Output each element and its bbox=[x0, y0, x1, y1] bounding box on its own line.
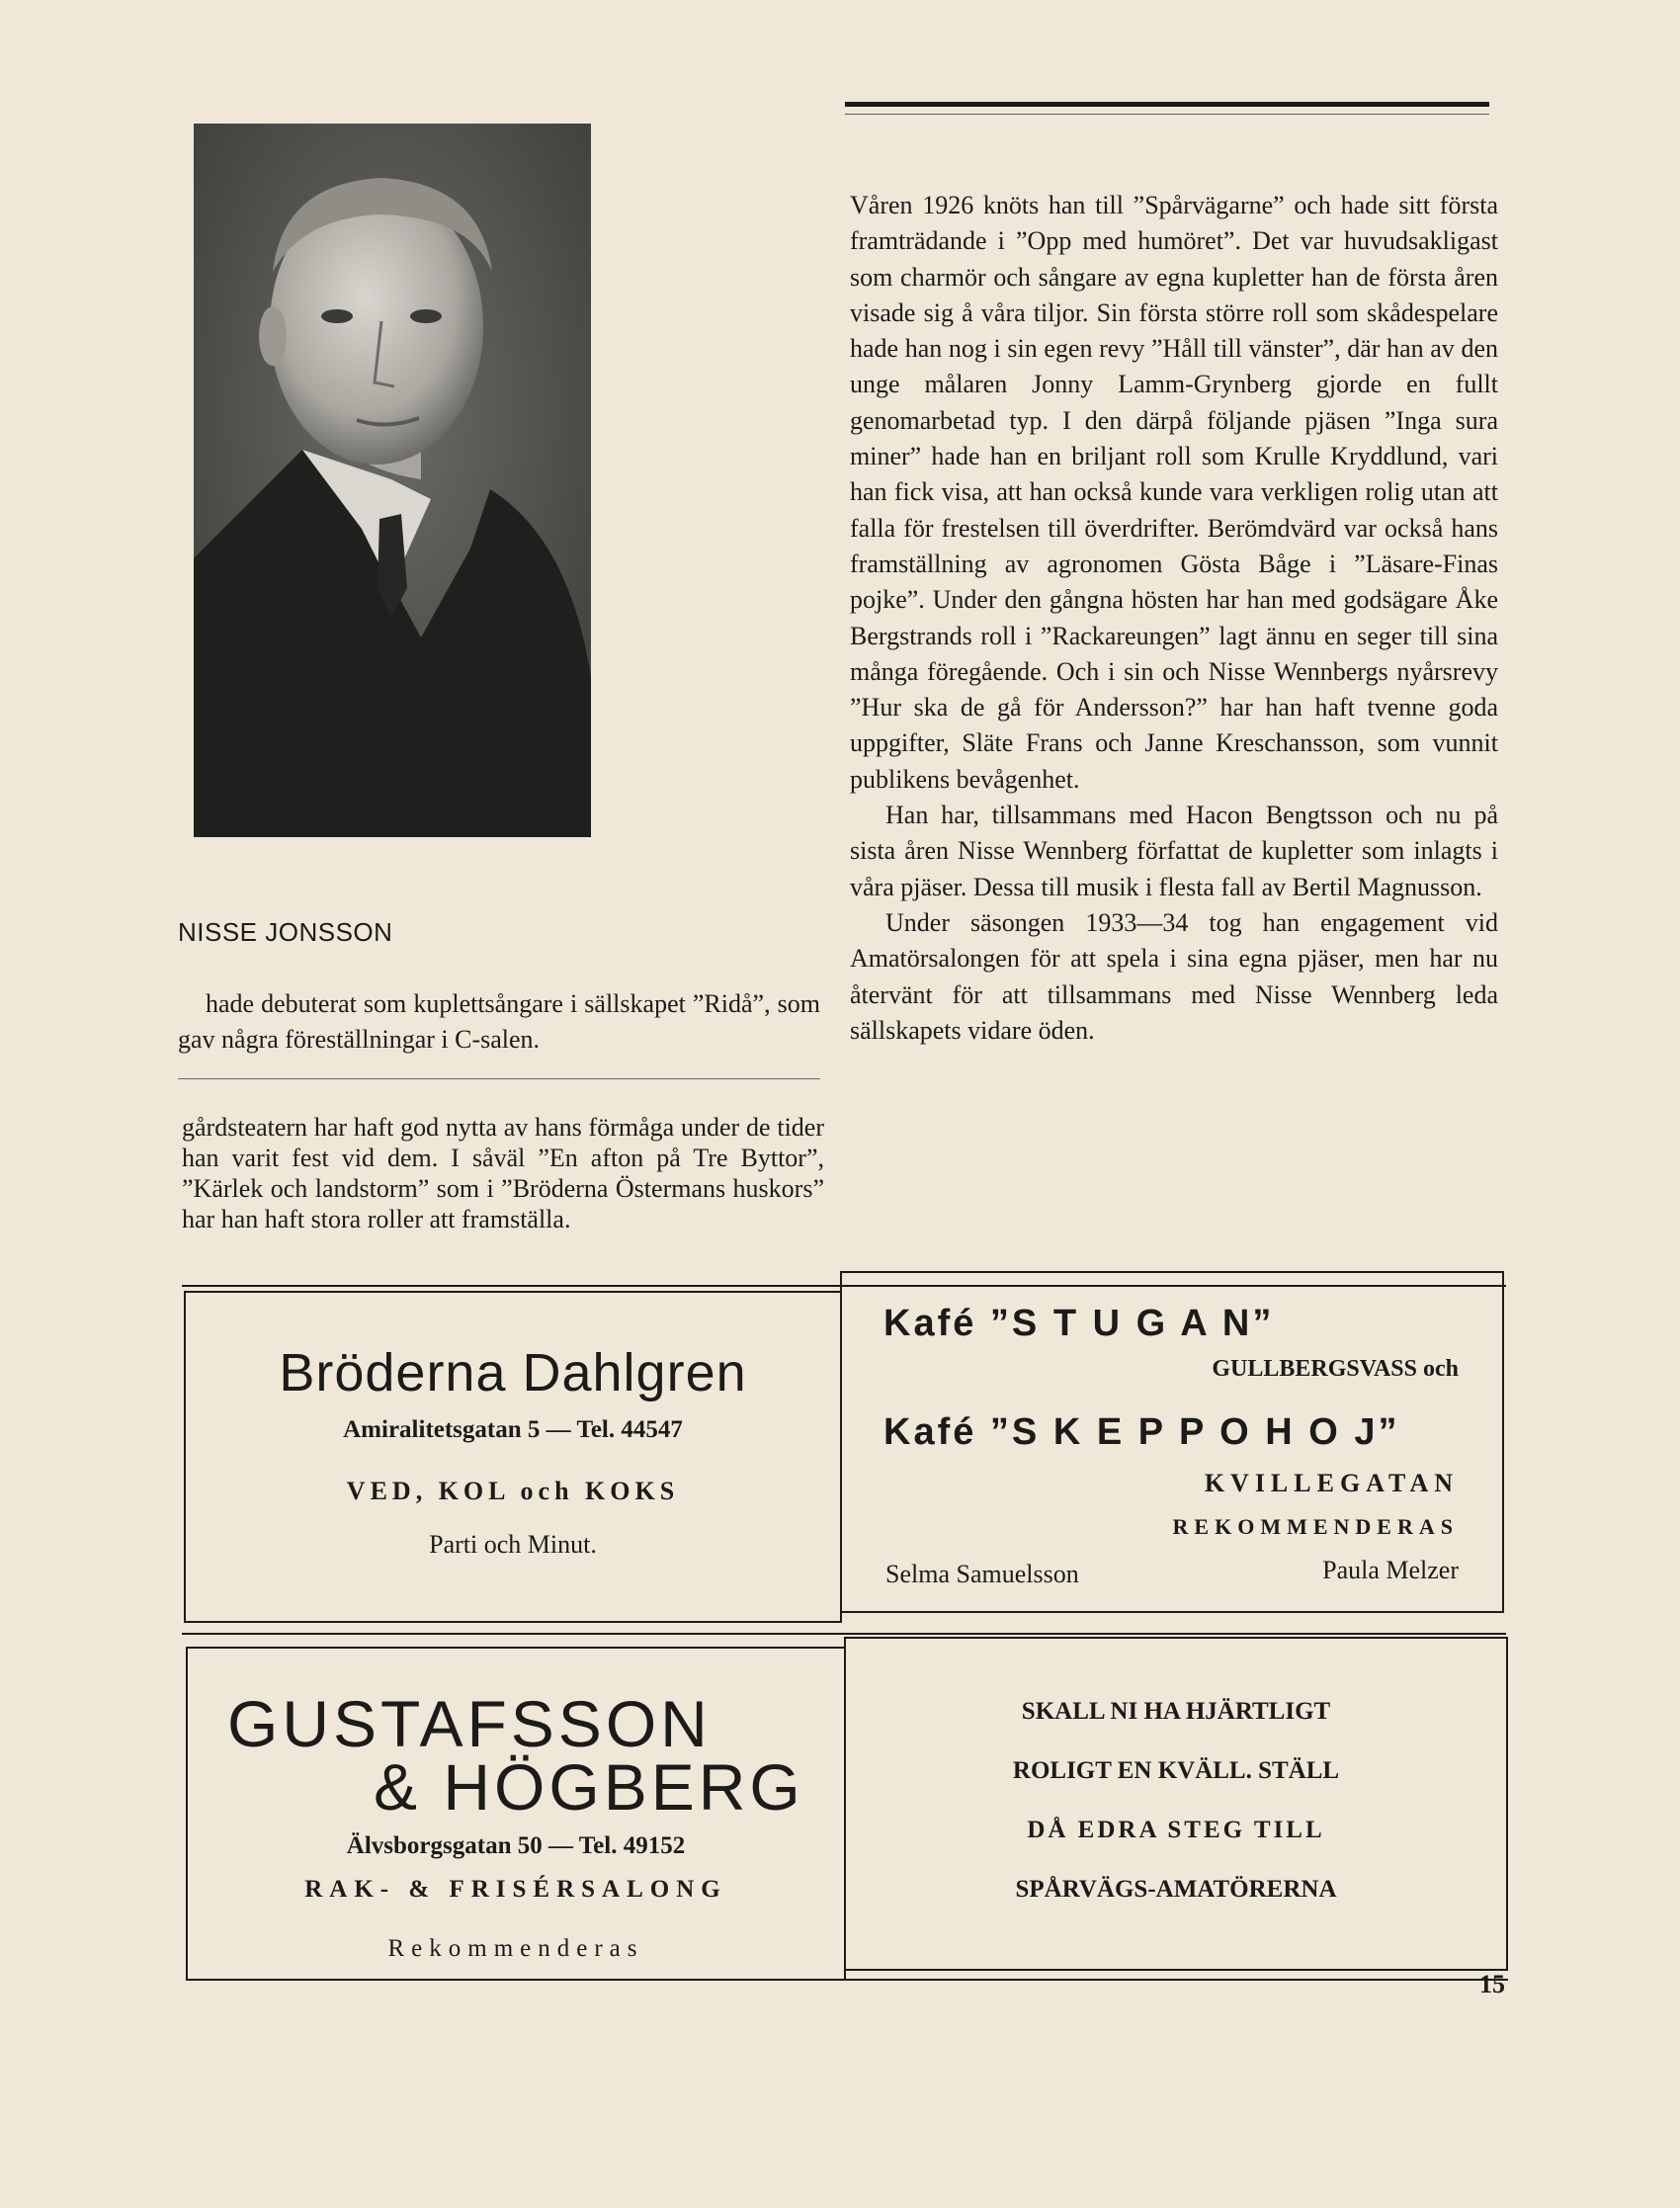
ad-kafe-owner-1: Selma Samuelsson bbox=[885, 1560, 1079, 1588]
article-paragraph: Våren 1926 knöts han till ”Spårvägarne” och hade sitt första framträdande i ”Opp med humöret”. Det var huvudsakligast som charmör och sångare av egna kupletter han de första åren visade sig å våra tiljor. Sin första större roll som skådespelare hade han nog i sin egen revy ”Håll till vänster”, där han av den unge målaren Jonny Lamm-Grynberg gjorde en fullt genomarbetad typ. I den därpå följande pjäsen ”Inga sura miner” hade han en briljant roll som Krulle Kryddlund, vari han fick visa, att han också kunde vara verkligen rolig utan att falla för frestelsen till överdrifter. Berömdvärd var också hans framställning av agronomen Gösta Båge i ”Läsare-Finas pojke”. Under den gångna hösten har han med godsägare Åke Bergstrands roll i ”Rackareungen” lagt ännu en seger till sina många föregående. Och i sin och Nisse Wennbergs nyårsrevy ”Hur ska de gå för Andersson?” har han haft tvenne goda uppgifter, Släte Frans och Janne Kreschansson, som vunnit publikens bevågenhet. bbox=[850, 191, 1498, 794]
ad-gh-line-1: GUSTAFSSON bbox=[227, 1687, 712, 1760]
article-body bbox=[850, 188, 1498, 1049]
portrait-photo bbox=[194, 124, 591, 837]
ad-subtitle: Parti och Minut. bbox=[429, 1530, 597, 1559]
header-rule-thin bbox=[845, 114, 1489, 115]
ad-sp-line-4: SPÅRVÄGS-AMATÖRERNA bbox=[1015, 1876, 1337, 1903]
header-rule bbox=[845, 102, 1489, 107]
ad-gh-recommended: Rekommenderas bbox=[387, 1935, 644, 1962]
ad-broderna-dahlgren bbox=[184, 1291, 842, 1623]
ad-gh-line-2: & HÖGBERG bbox=[374, 1750, 804, 1824]
ad-sp-line-2: ROLIGT EN KVÄLL. STÄLL bbox=[1012, 1757, 1340, 1784]
article-paragraph: Under säsongen 1933—34 tog han engagement vid Amatörsalongen för att spela i sina egna pjäser, men har nu återvänt för att tillsammans med Nisse Wennberg leda sällskapets vidare öden. bbox=[850, 907, 1498, 1045]
ad-goods: VED, KOL och KOKS bbox=[346, 1477, 680, 1505]
ad-sp-line-1: SKALL NI HA HJÄRTLIGT bbox=[1021, 1698, 1331, 1725]
ads-bottom-rule bbox=[186, 1979, 1508, 1981]
ad-kafe-recommended: REKOMMENDERAS bbox=[1172, 1514, 1459, 1539]
ad-kafe-place-2: KVILLEGATAN bbox=[1204, 1469, 1459, 1497]
ad-kafe-place-1: GULLBERGSVASS och bbox=[1212, 1356, 1459, 1382]
ad-gh-address: Älvsborgsgatan 50 — Tel. 49152 bbox=[346, 1832, 686, 1859]
caption-intro: hade debuterat som kuplettsångare i sällskapet ”Ridå”, som gav några föreställningar i C-salen. bbox=[178, 989, 820, 1054]
ad-address: Amiralitetsgatan 5 — Tel. 44547 bbox=[343, 1416, 683, 1443]
ad-sparvags-amatorerna bbox=[844, 1637, 1508, 1971]
article-paragraph: Han har, tillsammans med Hacon Bengtsson och nu på sista åren Nisse Wennberg författat de kupletter som inlagts i våra pjäser. Dessa till musik i flesta fall av Bertil Magnusson. bbox=[850, 801, 1498, 901]
caption-name: NISSE JONSSON bbox=[178, 917, 393, 947]
ad-gh-trade: RAK- & FRISÉRSALONG bbox=[304, 1876, 727, 1903]
ad-gustafsson-hogberg bbox=[186, 1647, 846, 1981]
page-number: 15 bbox=[1479, 1970, 1505, 1998]
ad-kafe-owner-2: Paula Melzer bbox=[1322, 1556, 1459, 1584]
divider bbox=[178, 1078, 820, 1079]
ad-kafe bbox=[840, 1271, 1504, 1613]
left-continuation-text: gårdsteatern har haft god nytta av hans förmåga under de tider han varit fest vid dem. I såväl ”En afton på Tre Byttor”, ”Kärlek och landstorm” som i ”Bröderna Östermans huskors” har han haft stora roller att framställa. bbox=[182, 1113, 824, 1233]
ad-sp-line-3: DÅ EDRA STEG TILL bbox=[1027, 1817, 1325, 1843]
portrait-illustration bbox=[194, 124, 591, 837]
ad-kafe-name-2: Kafé ”S K E P P O H O J” bbox=[883, 1411, 1400, 1453]
ad-title: Bröderna Dahlgren bbox=[279, 1343, 747, 1402]
ads-middle-rule bbox=[182, 1633, 1506, 1635]
ad-kafe-name-1: Kafé ”S T U G A N” bbox=[883, 1303, 1275, 1344]
